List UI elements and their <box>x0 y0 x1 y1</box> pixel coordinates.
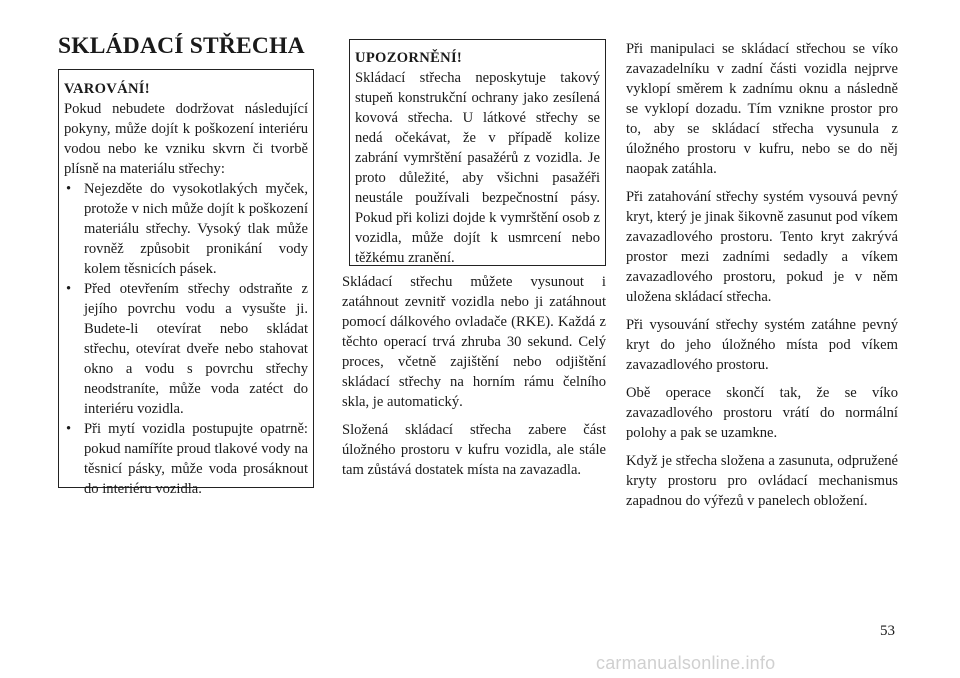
body-paragraph: Při zatahování střechy systém vysouvá pevný kryt, který je jinak šikovně zasunut pod víkem zavazadlového prostoru. Tento kryt zakrývá prostor mezi zadními sedadly a víkem zavazadlového prostoru, pokud je v něm uložena skládací střecha. <box>626 189 898 305</box>
warning-intro: Pokud nebudete dodržovat následující pokyny, může dojít k poškození interiéru vodou nebo ke vzniku skvrn či tvorbě plísně na materiálu střechy: <box>64 101 308 177</box>
warning-item-text: Při mytí vozidla postupujte opatrně: pokud namíříte proud tlakové vody na těsnicí pásky, může voda prosáknout do interiéru vozidla. <box>84 421 308 497</box>
caution-text: Skládací střecha neposkytuje takový stupeň konstrukční ochrany jako zesílená kovová střecha. U látkové střechy se nedá očekávat, že v případě kolize zabrání vymrštění pasažérů z vozidla. Je proto důležité, aby všichni pasažéři neustále používali bezpečnostní pásy. Pokud při kolizi dojde k vymrštění osob z vozidla, může dojít k usmrcení nebo těžkému zranění. <box>355 70 600 266</box>
page-title: SKLÁDACÍ STŘECHA <box>58 33 305 59</box>
watermark: carmanualsonline.info <box>596 653 776 673</box>
body-paragraph: Obě operace skončí tak, že se víko zavazadlového prostoru vrátí do normální polohy a pak se uzamkne. <box>626 385 898 441</box>
bullet-icon: • <box>66 421 72 437</box>
body-paragraph: Když je střecha složena a zasunuta, odpružené kryty prostoru pro ovládací mechanismus zapadnou do výřezů v panelech obložení. <box>626 453 898 509</box>
bullet-icon: • <box>66 181 72 197</box>
bullet-icon: • <box>66 281 72 297</box>
body-paragraph: Skládací střechu můžete vysunout i zatáhnout zevnitř vozidla nebo ji zatáhnout pomocí dálkového ovladače (RKE). Každá z těchto operací trvá zhruba 30 sekund. Celý proces, včetně zajištění nebo odjištění skládací střechy na horním rámu čelního skla, je automatický. <box>342 274 606 410</box>
warning-list <box>64 179 308 499</box>
warning-heading: VAROVÁNÍ! <box>64 81 150 97</box>
warning-box <box>58 69 314 497</box>
caution-box <box>349 39 606 266</box>
caution-heading: UPOZORNĚNÍ! <box>355 50 463 66</box>
column-2-body <box>342 272 606 488</box>
body-paragraph: Při manipulaci se skládací střechou se víko zavazadelníku v zadní části vozidla nejprve vyklopí směrem k zadnímu oknu a následně se vyklopí dozadu. Tím vznikne prostor pro to, aby se skládací střecha vysunula z úložného prostoru v kufru, nebo se do něj naopak zatáhla. <box>626 41 898 177</box>
warning-item-text: Nejezděte do vysokotlakých myček, protože v nich může dojít k poškození materiálu střechy. Vysoký tlak může rovněž způsobit pronikání vody kolem těsnicích pásek. <box>84 181 308 277</box>
page-number: 53 <box>880 623 895 639</box>
column-3-body <box>626 39 898 519</box>
warning-list-item <box>64 419 308 499</box>
body-paragraph: Složená skládací střecha zabere část úložného prostoru v kufru vozidla, ale stále tam zůstává dostatek místa na zavazadla. <box>342 422 606 478</box>
warning-item-text: Před otevřením střechy odstraňte z jejího povrchu vodu a vysušte ji. Budete-li otevírat nebo skládat střechu, otevírat dveře nebo stahovat okno a vodu s povrchu střechy neodstraníte, může voda zatéct do interiéru vozidla. <box>84 281 308 417</box>
warning-list-item <box>64 279 308 419</box>
body-paragraph: Při vysouvání střechy systém zatáhne pevný kryt do jeho úložného místa pod víkem zavazadlového prostoru. <box>626 317 898 373</box>
warning-list-item <box>64 179 308 279</box>
